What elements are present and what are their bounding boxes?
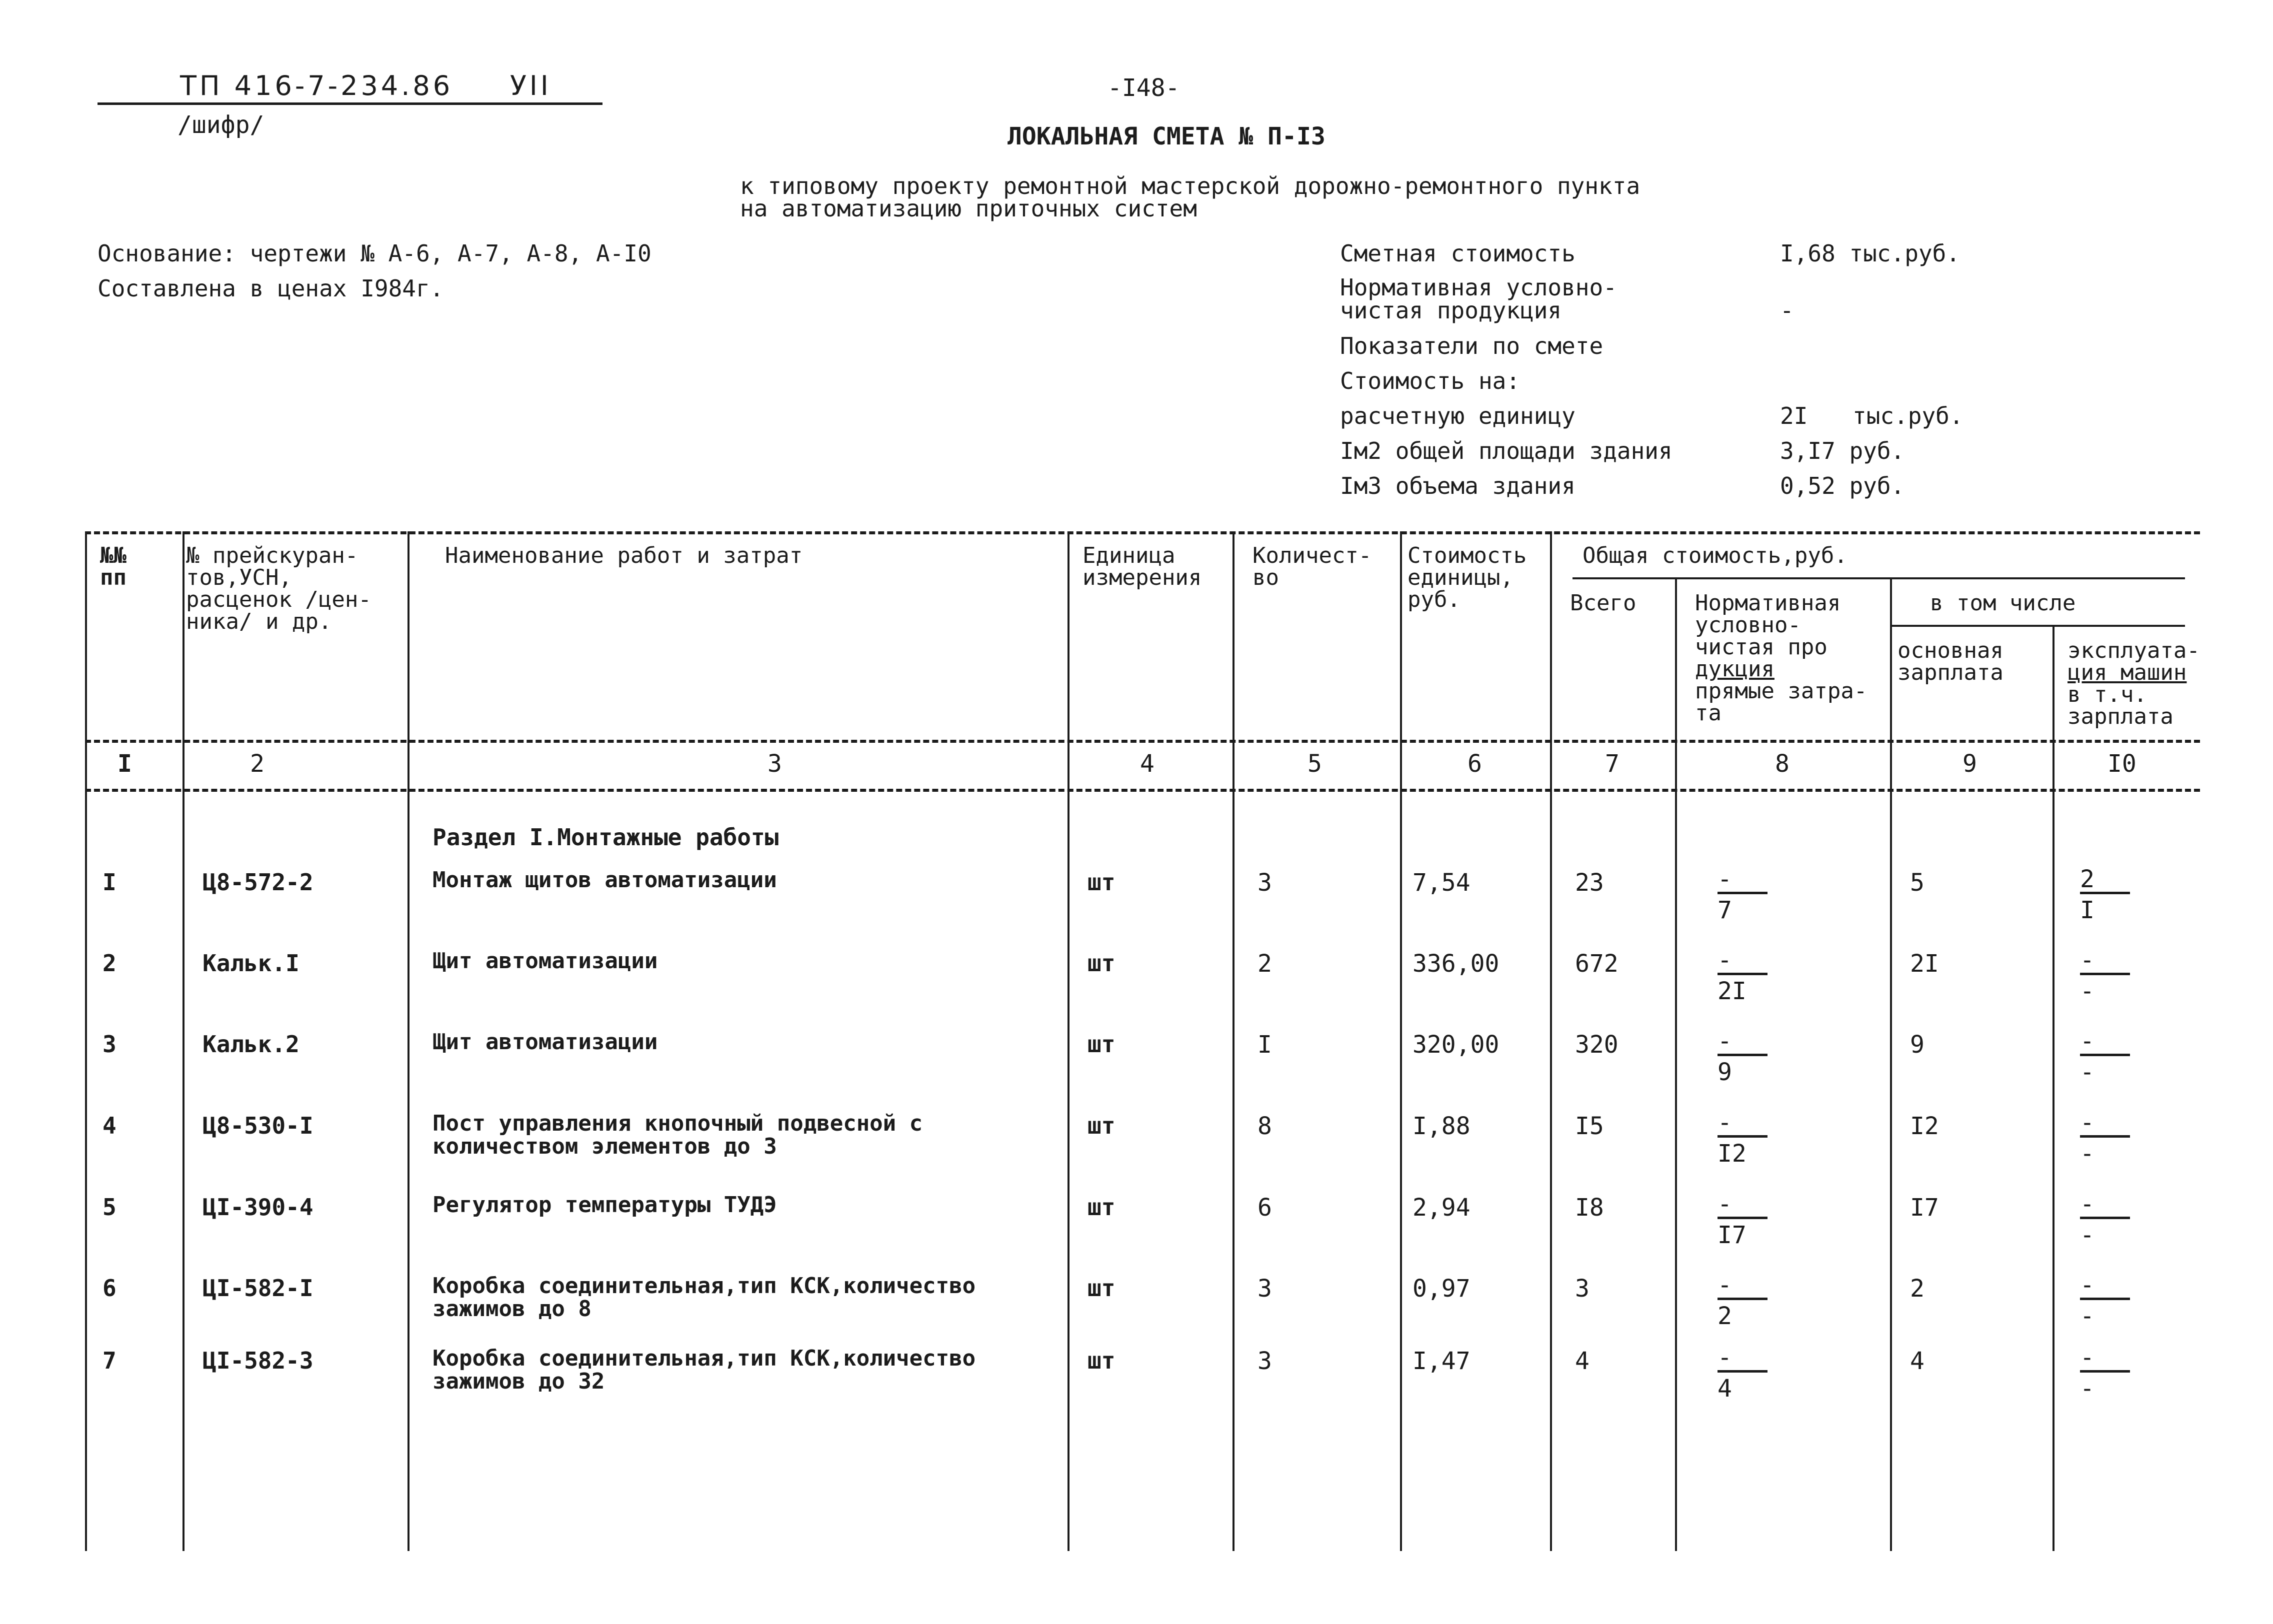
row-work-name [432, 1031, 658, 1054]
total-group-rule [1572, 577, 2185, 579]
col-line-2 [408, 531, 410, 1551]
section-title: Раздел I.Монтажные работы [432, 824, 779, 851]
column-number-3: 3 [768, 750, 782, 778]
row-salary: I7 [1910, 1194, 1939, 1222]
row-unit-price: 7,54 [1412, 869, 1470, 897]
row-price-code: Ц8-530-I [202, 1112, 314, 1139]
document-code: ТП 416-7-234.86 [180, 70, 454, 101]
column-number-4: 4 [1140, 750, 1154, 778]
row-quantity: 3 [1258, 869, 1272, 897]
row-unit: шт [1088, 869, 1116, 896]
row-machines-bottom: I [2080, 896, 2094, 924]
row-unit: шт [1088, 1112, 1116, 1139]
col-line-3 [1068, 531, 1070, 1551]
normative-label-1: Нормативная условно- [1340, 274, 1617, 301]
cost-on-label: Стоимость на: [1340, 367, 1520, 394]
row-price-code: ЦI-582-3 [202, 1347, 314, 1374]
row-unit: шт [1088, 1347, 1116, 1374]
column-number-6: 6 [1468, 750, 1482, 778]
row-quantity: I [1258, 1031, 1272, 1059]
row-normative-fraction [1718, 1110, 1768, 1166]
unit-cost-currency: тыс.руб. [1852, 402, 1964, 429]
row-machines-bottom: - [2080, 1058, 2094, 1086]
row-salary: 9 [1910, 1031, 1924, 1059]
header-number: №№ пп [100, 543, 126, 590]
row-work-name-line: Коробка соединительная,тип КСК,количество [432, 1273, 976, 1299]
row-total: 4 [1575, 1347, 1590, 1375]
basis-drawings: Основание: чертежи № А-6, А-7, А-8, А-I0 [98, 240, 652, 267]
row-unit-price: I,47 [1412, 1347, 1470, 1375]
header-price-list: № прейскуран- тов,УСН, расценок /цен- ника/ и др. [186, 543, 372, 634]
header-quantity: Количест- во [1252, 543, 1372, 590]
header-normative: Нормативная условно- чистая про дукция прямые затра- та [1695, 590, 1868, 726]
row-number: 7 [102, 1347, 116, 1374]
row-normative-top: - [1718, 1273, 1768, 1300]
col-line-1 [182, 531, 184, 1551]
col-line-left [85, 531, 87, 1551]
row-machines-top: - [2080, 1110, 2130, 1138]
row-total: I5 [1575, 1112, 1604, 1140]
row-machines-top: - [2080, 1192, 2130, 1219]
row-work-name [432, 1112, 922, 1158]
row-normative-bottom: 2 [1718, 1302, 1732, 1330]
row-number: 3 [102, 1031, 116, 1058]
table-top-rule [85, 531, 2200, 534]
row-total: I8 [1575, 1194, 1604, 1222]
code-underline [98, 102, 602, 105]
row-machines-bottom: - [2080, 1375, 2094, 1403]
row-unit: шт [1088, 1031, 1116, 1058]
row-machines-fraction [2080, 1273, 2130, 1328]
column-number-7: 7 [1605, 750, 1620, 778]
row-total: 3 [1575, 1275, 1590, 1303]
row-normative-fraction [1718, 1192, 1768, 1247]
row-machines-fraction [2080, 867, 2130, 922]
row-work-name-line: количеством элементов до 3 [432, 1134, 777, 1159]
header-total-group: Общая стоимость,руб. [1582, 543, 1848, 568]
row-price-code: ЦI-582-I [202, 1275, 314, 1302]
row-quantity: 3 [1258, 1275, 1272, 1303]
row-total: 23 [1575, 869, 1604, 897]
row-quantity: 6 [1258, 1194, 1272, 1222]
row-normative-fraction [1718, 1345, 1768, 1401]
unit-cost-label: расчетную единицу [1340, 402, 1576, 429]
row-total: 320 [1575, 1031, 1618, 1059]
header-unit-price: Стоимость единицы, руб. [1408, 543, 1527, 612]
row-normative-fraction [1718, 948, 1768, 1003]
row-work-name-line: Щит автоматизации [432, 1029, 658, 1055]
row-work-name-line: Пост управления кнопочный подвесной с [432, 1111, 923, 1136]
col-line-8 [1890, 579, 1892, 1551]
row-normative-bottom: 9 [1718, 1058, 1732, 1086]
row-machines-bottom: - [2080, 1140, 2094, 1168]
row-work-name [432, 950, 658, 973]
row-normative-fraction [1718, 1029, 1768, 1084]
row-quantity: 3 [1258, 1347, 1272, 1375]
row-machines-bottom: - [2080, 977, 2094, 1005]
header-machines: эксплуата- ция машин в т.ч. зарплата [2068, 638, 2200, 729]
row-price-code: ЦI-390-4 [202, 1194, 314, 1221]
column-number-8: 8 [1775, 750, 1790, 778]
row-normative-top: - [1718, 1345, 1768, 1373]
basis-prices: Составлена в ценах I984г. [98, 275, 444, 302]
row-salary: 4 [1910, 1347, 1924, 1375]
row-price-code: Кальк.2 [202, 1031, 300, 1058]
row-unit-price: 320,00 [1412, 1031, 1500, 1059]
row-machines-bottom: - [2080, 1221, 2094, 1249]
row-work-name-line: Коробка соединительная,тип КСК,количество [432, 1346, 976, 1371]
row-total: 672 [1575, 950, 1618, 978]
row-unit-price: 0,97 [1412, 1275, 1470, 1303]
row-quantity: 8 [1258, 1112, 1272, 1140]
row-normative-fraction [1718, 867, 1768, 922]
row-normative-bottom: I7 [1718, 1221, 1746, 1249]
column-number-9: 9 [1962, 750, 1977, 778]
row-salary: 5 [1910, 869, 1924, 897]
row-price-code: Ц8-572-2 [202, 869, 314, 896]
volume-cost-value: 0,52 руб. [1780, 472, 1905, 499]
row-machines-top: - [2080, 1273, 2130, 1300]
column-number-1: I [118, 750, 132, 778]
row-normative-top: - [1718, 1192, 1768, 1219]
column-numbers-rule [85, 789, 2200, 792]
row-work-name [432, 1347, 976, 1393]
row-normative-bottom: 4 [1718, 1375, 1732, 1403]
estimate-title: ЛОКАЛЬНАЯ СМЕТА № П-I3 [1008, 122, 1326, 150]
row-number: 6 [102, 1275, 116, 1302]
column-number-5: 5 [1308, 750, 1322, 778]
row-unit: шт [1088, 950, 1116, 977]
row-machines-top: - [2080, 1029, 2130, 1056]
incl-group-rule [1890, 625, 2185, 627]
estimated-cost-value: I,68 тыс.руб. [1780, 240, 1960, 267]
row-machines-fraction [2080, 1029, 2130, 1084]
row-work-name [432, 869, 777, 892]
area-cost-label: Iм2 общей площади здания [1340, 437, 1672, 464]
column-number-10: I0 [2108, 750, 2136, 778]
area-cost-value: 3,I7 руб. [1780, 437, 1905, 464]
volume-cost-label: Iм3 объема здания [1340, 472, 1576, 499]
row-unit-price: 2,94 [1412, 1194, 1470, 1222]
header-incl-group: в том числе [1930, 590, 2076, 616]
row-machines-fraction [2080, 1192, 2130, 1247]
row-machines-bottom: - [2080, 1302, 2094, 1330]
row-normative-top: - [1718, 948, 1768, 975]
row-work-name-line: зажимов до 32 [432, 1369, 605, 1394]
header-bottom-rule [85, 740, 2200, 743]
col-line-7 [1675, 579, 1677, 1551]
row-price-code: Кальк.I [202, 950, 300, 977]
album-number: УII [510, 70, 552, 101]
row-unit: шт [1088, 1275, 1116, 1302]
header-unit: Единица измерения [1082, 543, 1202, 590]
row-unit-price: 336,00 [1412, 950, 1500, 978]
estimated-cost-label: Сметная стоимость [1340, 240, 1576, 267]
row-normative-top: - [1718, 1029, 1768, 1056]
row-number: I [102, 869, 116, 896]
row-machines-top: - [2080, 948, 2130, 975]
row-unit-price: I,88 [1412, 1112, 1470, 1140]
row-salary: I2 [1910, 1112, 1939, 1140]
row-machines-top: 2 [2080, 867, 2130, 894]
header-total: Всего [1570, 590, 1636, 616]
row-number: 2 [102, 950, 116, 977]
row-work-name-line: Монтаж щитов автоматизации [432, 867, 777, 893]
col-line-5 [1400, 531, 1402, 1551]
header-work-name: Наименование работ и затрат [445, 543, 803, 568]
col-line-9 [2052, 627, 2054, 1551]
row-normative-bottom: I2 [1718, 1140, 1746, 1168]
col-line-4 [1232, 531, 1234, 1551]
column-number-2: 2 [250, 750, 264, 778]
normative-label-2: чистая продукция [1340, 297, 1562, 324]
row-machines-fraction [2080, 948, 2130, 1003]
subtitle-line-1: к типовому проекту ремонтной мастерской дорожно-ремонтного пункта [740, 172, 1640, 199]
subtitle-line-2: на автоматизацию приточных систем [740, 195, 1197, 222]
row-work-name [432, 1275, 976, 1321]
row-work-name [432, 1194, 777, 1217]
cipher-label: /шифр/ [178, 111, 264, 139]
row-machines-fraction [2080, 1110, 2130, 1166]
unit-cost-value: 2I [1780, 402, 1808, 429]
normative-value: - [1780, 297, 1794, 324]
row-normative-top: - [1718, 867, 1768, 894]
row-number: 5 [102, 1194, 116, 1221]
row-normative-top: - [1718, 1110, 1768, 1138]
row-normative-bottom: 7 [1718, 896, 1732, 924]
row-quantity: 2 [1258, 950, 1272, 978]
row-work-name-line: Регулятор температуры ТУДЭ [432, 1192, 777, 1218]
header-salary: основная зарплата [1898, 638, 2004, 685]
row-salary: 2I [1910, 950, 1939, 978]
col-line-6 [1550, 531, 1552, 1551]
page-number: -I48- [1108, 74, 1180, 102]
row-normative-bottom: 2I [1718, 977, 1746, 1005]
row-salary: 2 [1910, 1275, 1924, 1303]
row-normative-fraction [1718, 1273, 1768, 1328]
row-work-name-line: Щит автоматизации [432, 948, 658, 974]
indicators-label: Показатели по смете [1340, 332, 1604, 359]
row-machines-top: - [2080, 1345, 2130, 1373]
row-unit: шт [1088, 1194, 1116, 1221]
row-number: 4 [102, 1112, 116, 1139]
row-machines-fraction [2080, 1345, 2130, 1401]
row-work-name-line: зажимов до 8 [432, 1296, 592, 1322]
